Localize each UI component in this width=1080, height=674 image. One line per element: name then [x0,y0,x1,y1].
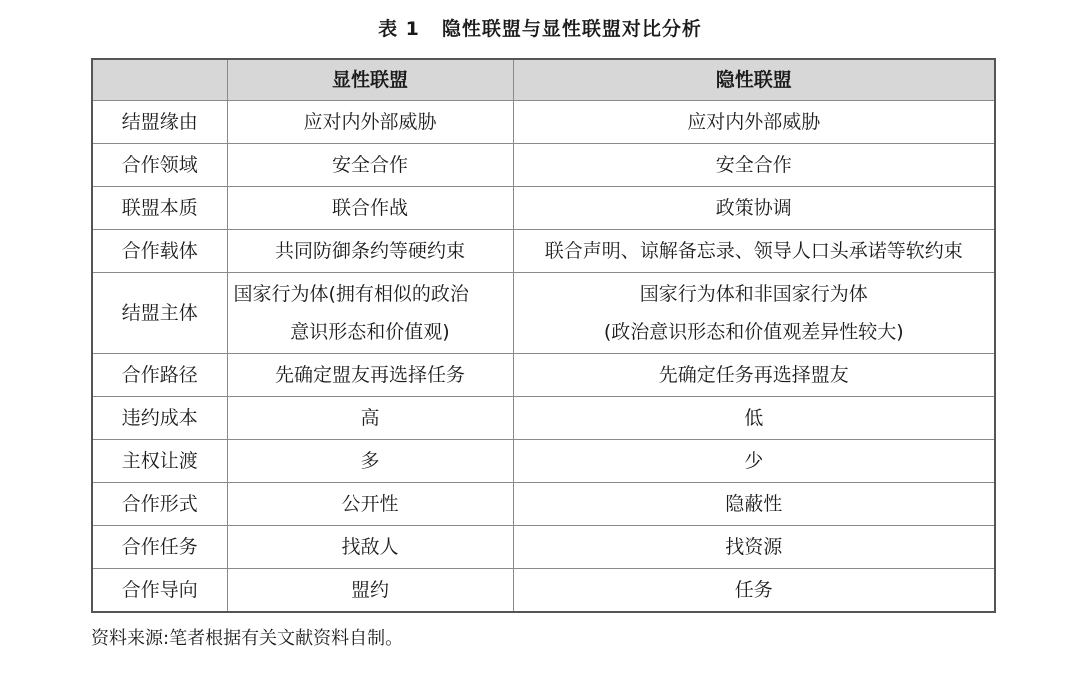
row-label: 合作导向 [92,569,227,613]
table-row [92,101,995,144]
table-row [92,187,995,230]
implicit-cell [513,273,995,354]
explicit-cell: 高 [227,397,513,440]
implicit-cell-line: (政治意识形态和价值观差异性较大) [603,321,904,343]
table-row [92,144,995,187]
row-label: 合作形式 [92,483,227,526]
explicit-cell: 多 [227,440,513,483]
row-label: 合作路径 [92,354,227,397]
table-row [92,230,995,273]
implicit-cell: 少 [513,440,995,483]
implicit-cell: 先确定任务再选择盟友 [513,354,995,397]
implicit-cell: 政策协调 [513,187,995,230]
explicit-cell: 先确定盟友再选择任务 [227,354,513,397]
table-number: 表 1 [378,18,420,40]
explicit-cell: 应对内外部威胁 [227,101,513,144]
table-header-row [92,59,995,101]
row-label: 结盟主体 [92,273,227,354]
table-row [92,354,995,397]
table-row [92,273,995,354]
row-label: 结盟缘由 [92,101,227,144]
row-label: 主权让渡 [92,440,227,483]
header-cell-empty [92,59,227,101]
comparison-table [91,58,996,613]
explicit-cell: 找敌人 [227,526,513,569]
table-row [92,397,995,440]
implicit-cell: 联合声明、谅解备忘录、领导人口头承诺等软约束 [513,230,995,273]
implicit-cell: 应对内外部威胁 [513,101,995,144]
explicit-cell: 共同防御条约等硬约束 [227,230,513,273]
implicit-cell-line: 国家行为体和非国家行为体 [639,283,868,305]
table-title: 隐性联盟与显性联盟对比分析 [441,18,702,40]
implicit-cell: 任务 [513,569,995,613]
explicit-cell: 盟约 [227,569,513,613]
header-cell-implicit: 隐性联盟 [513,59,995,101]
explicit-cell-line: 意识形态和价值观) [290,321,450,343]
explicit-cell: 安全合作 [227,144,513,187]
table-row [92,569,995,613]
implicit-cell: 低 [513,397,995,440]
row-label: 合作载体 [92,230,227,273]
implicit-cell: 安全合作 [513,144,995,187]
explicit-cell: 公开性 [227,483,513,526]
source-note: 资料来源:笔者根据有关文献资料自制。 [91,628,404,649]
row-label: 违约成本 [92,397,227,440]
explicit-cell: 联合作战 [227,187,513,230]
table-row [92,483,995,526]
explicit-cell-line: 国家行为体(拥有相似的政治 [233,283,469,305]
row-label: 合作领域 [92,144,227,187]
table-row [92,526,995,569]
table-row [92,440,995,483]
row-label: 联盟本质 [92,187,227,230]
implicit-cell: 找资源 [513,526,995,569]
row-label: 合作任务 [92,526,227,569]
explicit-cell [227,273,513,354]
header-cell-explicit: 显性联盟 [227,59,513,101]
implicit-cell: 隐蔽性 [513,483,995,526]
table-caption [0,14,1080,41]
